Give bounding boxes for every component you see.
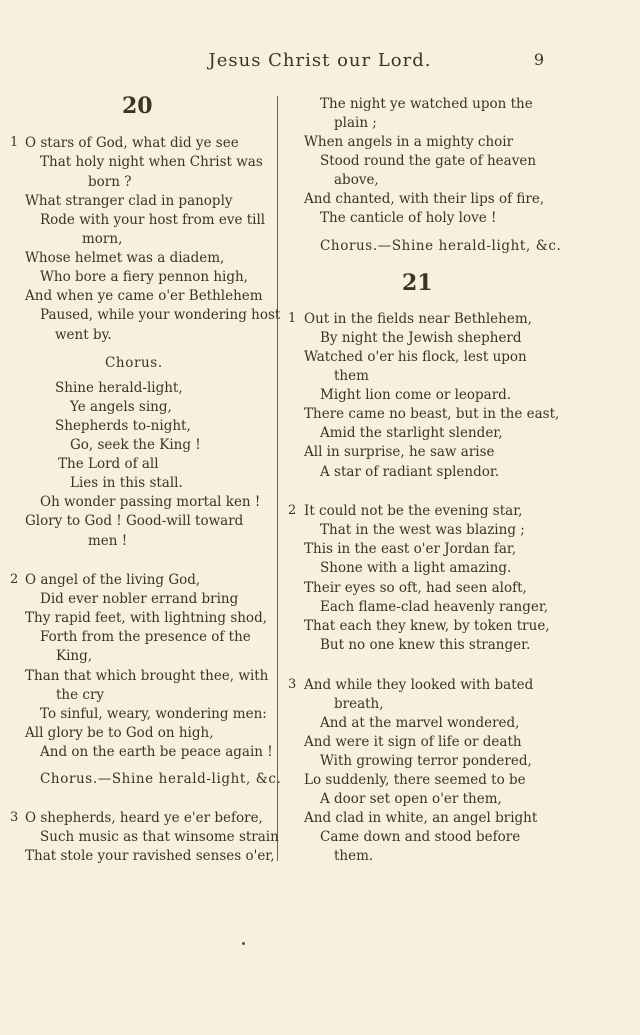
verse-line: Such music as that winsome strain <box>40 829 279 845</box>
verse-line: That in the west was blazing ; <box>320 522 525 538</box>
verse-line: the cry <box>56 687 105 703</box>
verse-line: By night the Jewish shepherd <box>320 330 522 346</box>
verse-line: above, <box>334 172 379 188</box>
verse-line: Lo suddenly, there seemed to be <box>304 772 526 788</box>
verse-line: This in the east o'er Jordan far, <box>304 541 517 557</box>
verse-line: When angels in a mighty choir <box>304 134 514 150</box>
verse-line: Their eyes so oft, had seen aloft, <box>304 580 527 596</box>
verse-line: O angel of the living God, <box>25 572 201 588</box>
verse-line: But no one knew this stranger. <box>320 637 531 653</box>
chorus-line: Go, seek the King ! <box>70 437 201 453</box>
verse-line: And on the earth be peace again ! <box>40 744 273 760</box>
verse-line: O stars of God, what did ye see <box>25 135 239 151</box>
verse-line: All glory be to God on high, <box>25 725 214 741</box>
chorus-heading: Chorus. <box>105 355 163 371</box>
verse-line: And at the marvel wondered, <box>320 715 520 731</box>
verse-line: That each they knew, by token true, <box>304 618 550 634</box>
verse-line: breath, <box>334 696 384 712</box>
hymn-number: 20 <box>122 93 153 119</box>
verse-number: 1 <box>10 135 19 150</box>
verse-line: And were it sign of life or death <box>304 734 522 750</box>
verse-line: Watched o'er his flock, lest upon <box>304 349 527 365</box>
verse-line: A door set open o'er them, <box>320 791 502 807</box>
verse-line: Thy rapid feet, with lightning shod, <box>25 610 267 626</box>
verse-line: them. <box>334 848 374 864</box>
verse-number: 3 <box>10 810 19 825</box>
verse-line: went by. <box>55 327 112 343</box>
verse-number: 2 <box>10 572 19 587</box>
chorus-line: Shine herald-light, <box>55 380 183 396</box>
column-divider <box>277 96 278 861</box>
verse-line: And when ye came o'er Bethlehem <box>25 288 263 304</box>
verse-line: Rode with your host from eve till <box>40 212 266 228</box>
verse-line: plain ; <box>334 115 377 131</box>
verse-line: With growing terror pondered, <box>320 753 532 769</box>
verse-line: The night ye watched upon the <box>320 96 533 112</box>
printer-dot <box>242 942 245 945</box>
running-header: Jesus Christ our Lord. <box>208 50 432 71</box>
chorus-reference: Chorus.—Shine herald-light, &c. <box>40 771 282 787</box>
verse-line: born ? <box>88 174 132 190</box>
verse-line: King, <box>56 648 93 664</box>
verse-line: Stood round the gate of heaven <box>320 153 537 169</box>
verse-line: That holy night when Christ was <box>40 154 263 170</box>
verse-line: Forth from the presence of the <box>40 629 251 645</box>
verse-line: them <box>334 368 369 384</box>
verse-number: 1 <box>288 311 297 326</box>
chorus-line: Ye angels sing, <box>70 399 172 415</box>
verse-number: 2 <box>288 503 297 518</box>
verse-number: 3 <box>288 677 297 692</box>
verse-line: The canticle of holy love ! <box>320 210 497 226</box>
verse-line: What stranger clad in panoply <box>25 193 233 209</box>
verse-line: And while they looked with bated <box>304 677 534 693</box>
verse-line: Amid the starlight slender, <box>320 425 503 441</box>
verse-line: And chanted, with their lips of fire, <box>304 191 545 207</box>
verse-line: Out in the fields near Bethlehem, <box>304 311 532 327</box>
page-number: 9 <box>533 50 544 69</box>
chorus-line: men ! <box>88 533 128 549</box>
verse-line: Who bore a fiery pennon high, <box>40 269 248 285</box>
chorus-line: Lies in this stall. <box>70 475 183 491</box>
verse-line: Each flame-clad heavenly ranger, <box>320 599 549 615</box>
verse-line: A star of radiant splendor. <box>320 464 500 480</box>
verse-line: Shone with a light amazing. <box>320 560 512 576</box>
verse-line: morn, <box>82 231 123 247</box>
verse-line: Than that which brought thee, with <box>25 668 269 684</box>
verse-line: Paused, while your wondering host <box>40 307 281 323</box>
verse-line: Did ever nobler errand bring <box>40 591 239 607</box>
chorus-line: Glory to God ! Good-will toward <box>25 513 244 529</box>
chorus-line: The Lord of all <box>58 456 159 472</box>
verse-line: That stole your ravished senses o'er, <box>25 848 275 864</box>
hymn-number: 21 <box>402 270 433 296</box>
chorus-reference: Chorus.—Shine herald-light, &c. <box>320 238 562 254</box>
verse-line: Whose helmet was a diadem, <box>25 250 225 266</box>
verse-line: There came no beast, but in the east, <box>304 406 560 422</box>
chorus-line: Shepherds to-night, <box>55 418 191 434</box>
verse-line: It could not be the evening star, <box>304 503 523 519</box>
verse-line: To sinful, weary, wondering men: <box>40 706 267 722</box>
verse-line: Might lion come or leopard. <box>320 387 512 403</box>
chorus-line: Oh wonder passing mortal ken ! <box>40 494 261 510</box>
verse-line: O shepherds, heard ye e'er before, <box>25 810 263 826</box>
verse-line: And clad in white, an angel bright <box>304 810 538 826</box>
verse-line: Came down and stood before <box>320 829 521 845</box>
verse-line: All in surprise, he saw arise <box>304 444 495 460</box>
